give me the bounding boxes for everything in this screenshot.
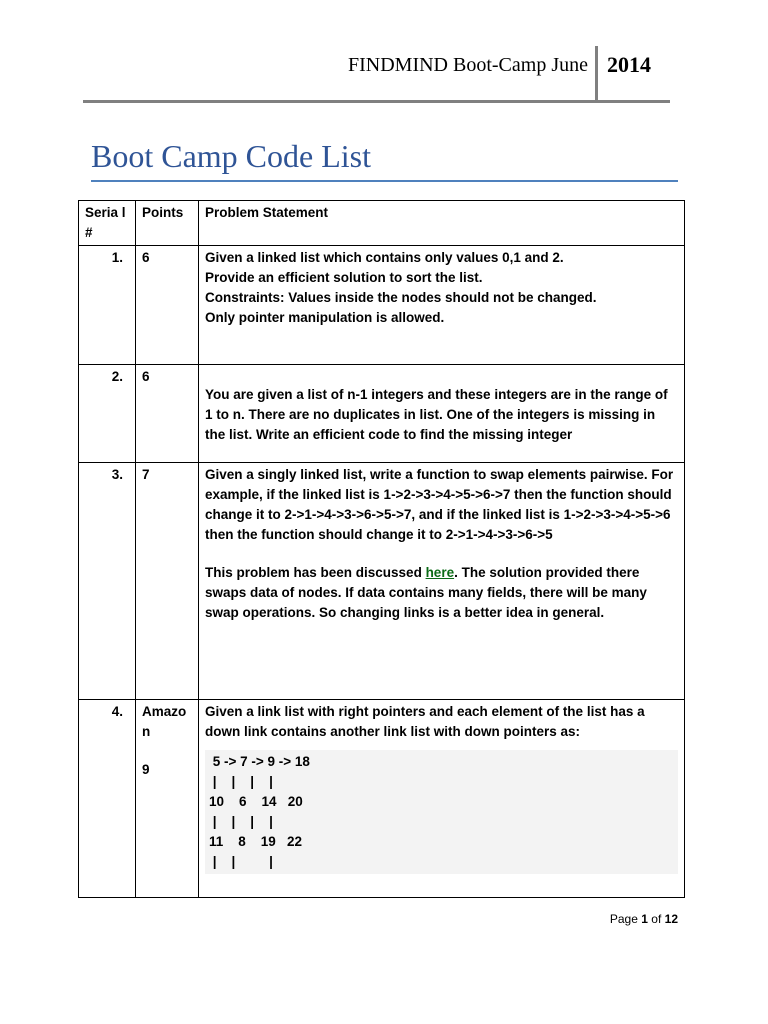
here-link[interactable]: here (425, 565, 455, 580)
code-line: | | | (209, 854, 273, 869)
code-line: | | | | (209, 814, 273, 829)
row-problem (199, 463, 685, 700)
row-serial: 1. (79, 246, 136, 365)
header-serial: Seria l # (79, 201, 136, 246)
table-row (79, 365, 685, 463)
problem-text: You are given a list of n-1 integers and these integers are in the range of 1 to n. There are no duplicates in list. One of the integers is missing in the list. Write an efficient code to find the missing integer (205, 387, 668, 442)
problem-line: Provide an efficient solution to sort the list. (205, 270, 483, 285)
running-header-year: 2014 (607, 52, 651, 77)
of-label: of (651, 912, 662, 926)
row-serial: 4. (79, 700, 136, 898)
row-serial: 3. (79, 463, 136, 700)
header-rule (83, 100, 670, 103)
row-problem (199, 246, 685, 365)
code-list-table (78, 200, 685, 898)
problem-line: Only pointer manipulation is allowed. (205, 310, 445, 325)
header-points: Points (136, 201, 199, 246)
header-problem-statement: Problem Statement (199, 201, 685, 246)
problem-note: This problem has been discussed here. The solution provided there swaps data of nodes. If data contains many fields, there will be many swap operations. So changing links is a better idea in general. (205, 565, 647, 620)
row-company: Amazon (142, 704, 187, 739)
problem-text: Given a link list with right pointers and each element of the list has a down link contains another link list with down pointers as: (205, 704, 645, 739)
header-divider (595, 46, 598, 102)
table-row (79, 246, 685, 365)
problem-line: Constraints: Values inside the nodes should not be changed. (205, 290, 597, 305)
row-points: 6 (136, 246, 199, 365)
running-header-title: FINDMIND Boot-Camp June (348, 54, 588, 76)
table-row (79, 700, 685, 898)
row-problem (199, 365, 685, 463)
code-line: | | | | (209, 774, 273, 789)
code-line: 5 -> 7 -> 9 -> 18 (209, 754, 310, 769)
title-rule (91, 180, 678, 182)
table-row (79, 463, 685, 700)
row-problem (199, 700, 685, 898)
page-total: 12 (664, 912, 678, 926)
row-serial: 2. (79, 365, 136, 463)
document-title: Boot Camp Code List (91, 138, 371, 174)
row-points: 7 (136, 463, 199, 700)
page-label: Page (609, 912, 638, 926)
page-number: 1 (641, 912, 648, 926)
code-line: 11 8 19 22 (209, 834, 303, 849)
table-header-row (79, 201, 685, 246)
row-points: 6 (136, 365, 199, 463)
page-footer (610, 912, 678, 926)
code-block (205, 750, 678, 874)
problem-line: Given a linked list which contains only values 0,1 and 2. (205, 250, 564, 265)
code-line: 10 6 14 20 (209, 794, 303, 809)
problem-text: Given a singly linked list, write a function to swap elements pairwise. For example, if the linked list is 1->2->3->4->5->6->7 then the function should change it to 2->1->4->3->6->5->7, and if the linked list is 1->2->3->4->5->6 then the function should change it to 2->1->4->3->6->5 (205, 467, 674, 542)
row-points (136, 700, 199, 898)
row-points-value: 9 (142, 762, 150, 777)
